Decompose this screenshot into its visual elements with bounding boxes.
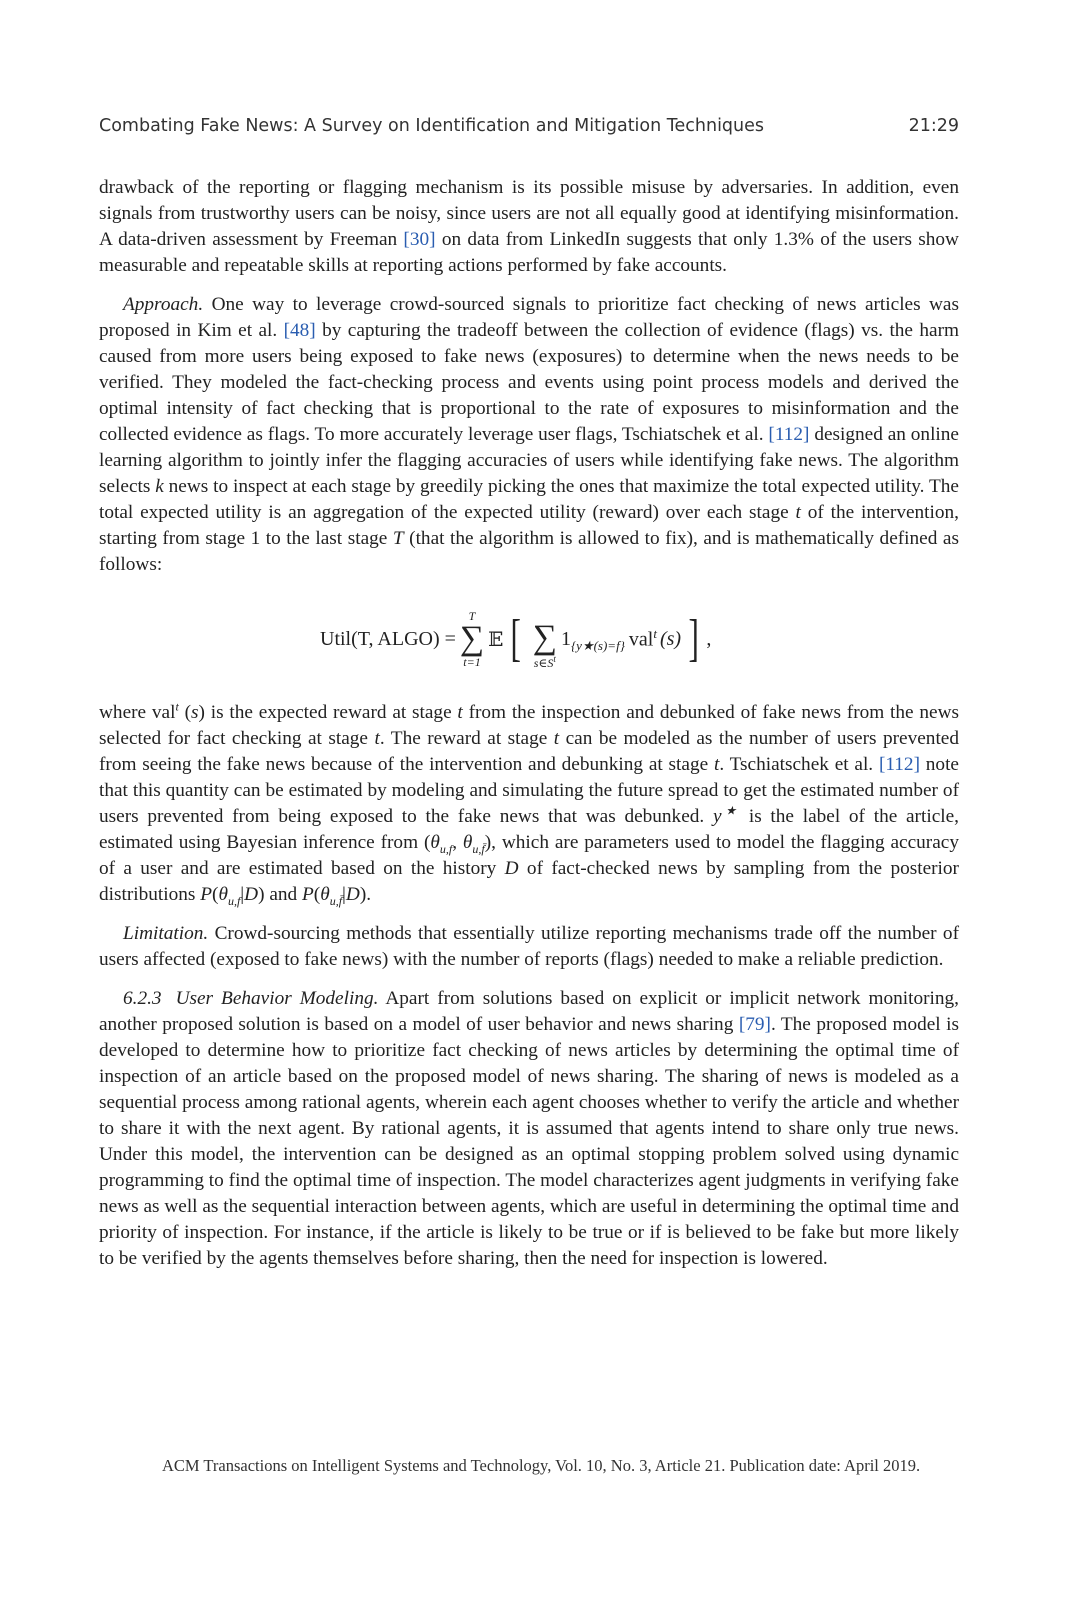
text-run: Approach. [123, 294, 204, 315]
indicator: 1 [560, 627, 571, 650]
text-run: | [240, 884, 245, 905]
text-run: is the label of the article, estimated using Bayesian inference from ( [99, 806, 959, 853]
text-run: drawback of the reporting or flagging mechanism is its possible misuse by adversaries. In addition, even signals from trustworthy users can be noisy, since users are not all equally good at identifying misinformation. A data-driven assessment by Freeman [99, 177, 959, 250]
text-run: t [795, 502, 801, 523]
indicator-term [561, 627, 625, 652]
text-run: t [175, 699, 179, 714]
text-run: t [553, 728, 560, 749]
text-run: θ [462, 832, 473, 853]
text-run: t [457, 702, 463, 723]
text-run: t [713, 754, 720, 775]
text-run: θ [218, 884, 228, 905]
text-run: on data from LinkedIn suggests that only 1.3% of the users show measurable and repeatable skills at reporting actions performed by fake accounts. [99, 229, 959, 276]
sum2-lower-sup: t [553, 654, 556, 664]
text-run: ( [178, 702, 192, 723]
text-run: P [302, 884, 314, 905]
text-run: of the intervention, starting from stage 1 to the last stage [99, 502, 959, 549]
text-run: designed an online learning algorithm to jointly infer the flagging accuracies of users while identifying fake news. The algorithm selects [99, 424, 959, 497]
expectation-symbol: 𝔼 [488, 628, 504, 651]
text-run: ) is the expected reward at stage [198, 702, 458, 723]
val-arg: (s) [659, 628, 682, 651]
text-run: | [342, 884, 346, 905]
citation-link[interactable]: [79] [738, 1014, 771, 1035]
indicator-condition: {y★(s)=f} [570, 637, 625, 653]
text-run: Limitation. [123, 923, 209, 944]
sum-upper-limit: T [468, 609, 476, 623]
sum2-lower-limit: s∈S [533, 656, 554, 670]
text-run: (that the algorithm is allowed to fix), and is mathematically defined as follows: [99, 528, 959, 575]
text-run: P [200, 884, 213, 905]
text-run: θ [320, 884, 330, 905]
text-run: 6.2.3 [123, 988, 162, 1009]
text-run: u,f [227, 893, 241, 908]
text-run: , [452, 832, 463, 853]
text-run: u,f [439, 841, 453, 856]
text-run: news to inspect at each stage by greedily picking the ones that maximize the total expected utility. The total expected utility is an aggregation of the expected utility (reward) over each stage [99, 476, 959, 523]
text-run: note that this quantity can be estimated by modeling and simulating the future spread to get the estimated number of users prevented from being exposed to the fake news that was debunked. [99, 754, 959, 827]
text-run: T [392, 528, 404, 549]
running-title: Combating Fake News: A Survey on Identification and Mitigation Techniques [99, 116, 765, 136]
equation-lhs: Util(T, ALGO) = [320, 627, 456, 650]
citation-link[interactable]: [112] [878, 754, 920, 775]
text-run: One way to leverage crowd-sourced signals to prioritize fact checking of news articles was proposed in Kim et al. [99, 294, 959, 341]
page-number: 21:29 [908, 116, 959, 136]
text-run: . The proposed model is developed to determine how to prioritize fact checking of news articles by determining the optimal time of inspection of an article based on the proposed model of news sharing. The sharing of news is modeled as a sequential process among rational agents, wherein each agent chooses whether to verify the article and whether to share it with the next agent. By rational agents, it is assumed that agents intend to share only true news. Under this model, the intervention can be designed as an optimal stopping problem solved using dynamic programming to find the optimal time of inspection. The model characterizes agent judgments in verifying fake news as well as the sequential interaction between agents, which are useful in determining the optimal time and priority of inspection. For instance, if the article is likely to be true or if is believed to be fake but more likely to be verified by the agents themselves before sharing, then the need for inspection is lowered. [99, 1014, 959, 1269]
val-term [629, 627, 681, 652]
summation-s: ∑ $s\in S^t$ [532, 619, 557, 670]
equation-comma: , [706, 627, 712, 650]
text-run: Apart from solutions based on explicit or implicit network monitoring, another proposed solution is based on a model of user behavior and news sharing [99, 988, 959, 1035]
text-run: s [191, 702, 199, 723]
text-run: . Tschiatschek et al. [719, 754, 879, 775]
summation-t: T ∑ t=1 [459, 609, 485, 669]
text-run: where val [99, 702, 176, 723]
equation-util: Util(T, ALGO) = T ∑ t=1 𝔼 [ ∑ $s\in S^t$ $1_{\{y★(s)=f\}}$ val$^t$ (s) ] , [320, 609, 712, 670]
text-run: k [155, 476, 164, 497]
text-run: t [374, 728, 380, 749]
citation-link[interactable]: [48] [283, 320, 316, 341]
text-run: . The reward at stage [379, 728, 554, 749]
text-run: ) and [258, 884, 302, 905]
citation-link[interactable]: [30] [403, 229, 436, 250]
paragraph-limitation [99, 921, 959, 973]
sum-lower-limit: t=1 [463, 655, 481, 669]
citation-link[interactable]: [112] [768, 424, 810, 445]
text-run: D [244, 884, 259, 905]
text-run: can be modeled as the number of users prevented from seeing the fake news because of the intervention and debunking at stage [99, 728, 959, 775]
text-run: u,f̄ [329, 893, 343, 908]
text-run: ). [359, 884, 372, 905]
val-function: val [628, 628, 654, 651]
text-run: D [504, 858, 519, 879]
text-run: D [345, 884, 360, 905]
paragraph-user-behavior [99, 986, 959, 1272]
body-column [99, 175, 959, 1285]
text-run: y [712, 806, 722, 827]
text-run: ( [313, 884, 321, 905]
text-run: from the inspection and debunked of fake news from the news selected for fact checking at stage [99, 702, 960, 749]
running-header [99, 116, 959, 136]
paragraph-approach [99, 292, 959, 578]
text-run: Crowd-sourcing methods that essentially utilize reporting mechanisms trade off the number of users affected (exposed to fake news) with the number of reports (flags) needed to make a reliable prediction. [99, 923, 959, 970]
journal-footer: ACM Transactions on Intelligent Systems and Technology, Vol. 10, No. 3, Article 21. Publication date: April 2019. [162, 1456, 921, 1475]
text-run: ), which are parameters used to model the flagging accuracy of a user and are estimated based on the history [99, 832, 959, 879]
text-run: of fact-checked news by sampling from the posterior distributions [99, 858, 959, 905]
paragraph-drawback [99, 175, 959, 279]
text-run: ( [212, 884, 219, 905]
paragraph-where [99, 700, 959, 908]
val-sup: t [653, 625, 657, 641]
text-run: User Behavior Modeling. [175, 988, 379, 1009]
text-run: ★ [721, 803, 741, 818]
text-run: θ [430, 832, 440, 853]
text-run: by capturing the tradeoff between the collection of evidence (flags) vs. the harm caused from more users being exposed to fake news (exposures) to determine when the news needs to be verified. They modeled the fact-checking process and events using point process models and derived the optimal intensity of fact checking that is proportional to the rate of exposures to misinformation and the collected evidence as flags. To more accurately leverage user flags, Tschiatschek et al. [99, 320, 960, 445]
text-run: u,f̄ [472, 841, 485, 856]
